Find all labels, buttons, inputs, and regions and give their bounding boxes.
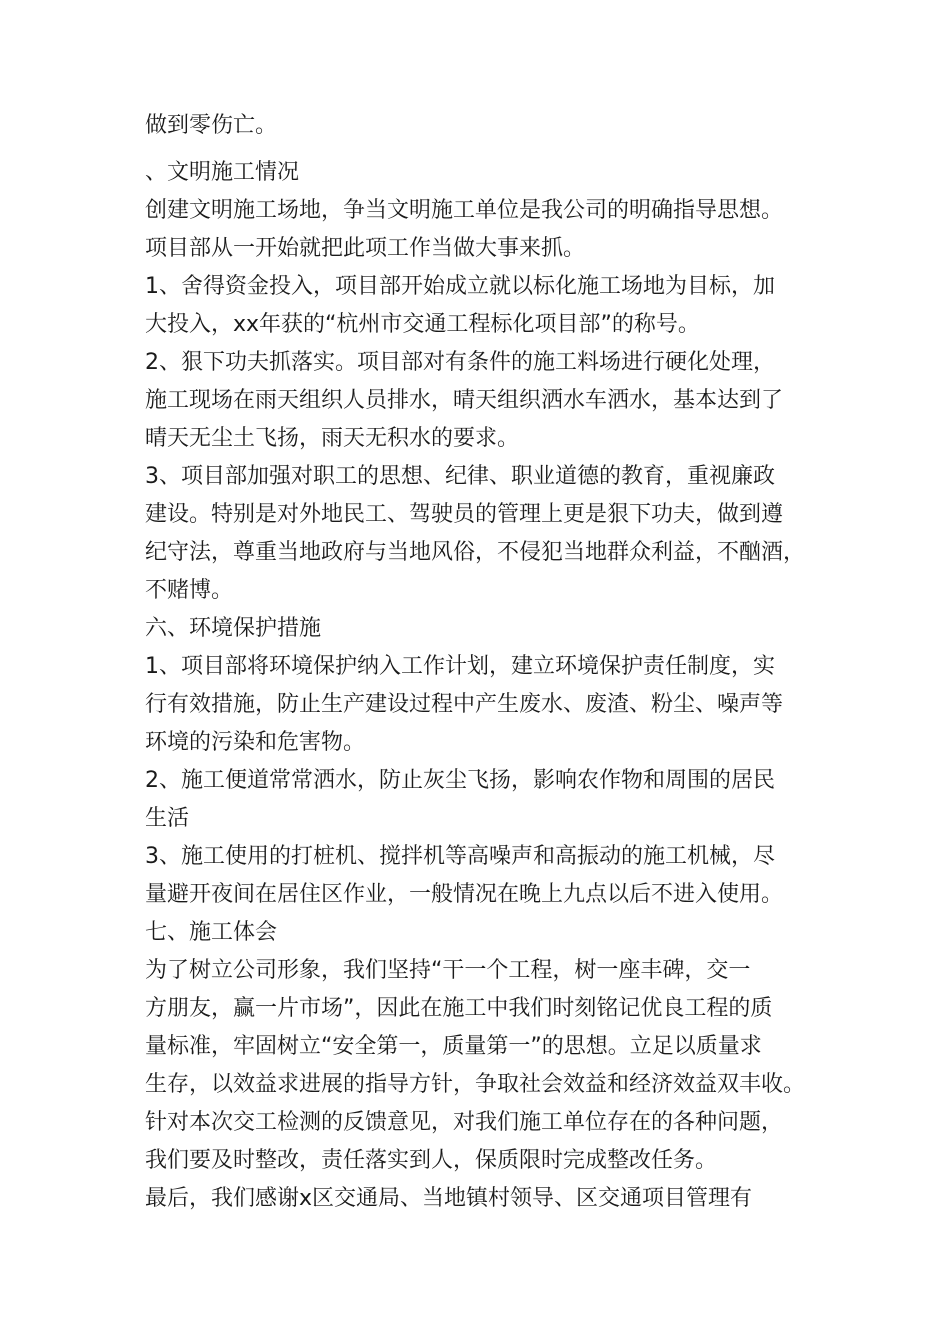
text-line: 行有效措施，防止生产建设过程中产生废水、废渣、粉尘、噪声等: [145, 692, 784, 717]
text-line: 生活: [145, 806, 190, 831]
text-line: 最后，我们感谢x区交通局、当地镇村领导、区交通项目管理有: [145, 1186, 753, 1211]
text-line: 施工现场在雨天组织人员排水，晴天组织洒水车洒水，基本达到了: [145, 388, 784, 413]
text-line: 2、施工便道常常洒水，防止灰尘飞扬，影响农作物和周围的居民: [145, 768, 775, 793]
text-line: 纪守法，尊重当地政府与当地风俗，不侵犯当地群众利益，不酗酒，: [145, 540, 806, 565]
text-line: 创建文明施工场地，争当文明施工单位是我公司的明确指导思想。: [145, 198, 784, 223]
text-line: 大投入，xx年获的“杭州市交通工程标化项目部”的称号。: [145, 312, 700, 337]
text-line: 我们要及时整改，责任落实到人，保质限时完成整改任务。: [145, 1148, 718, 1173]
text-line: 做到零伤亡。: [145, 113, 278, 138]
text-line: 建设。特别是对外地民工、驾驶员的管理上更是狠下功夫，做到遵: [145, 502, 784, 527]
text-line: 方朋友，赢一片市场”，因此在施工中我们时刻铭记优良工程的质: [145, 996, 773, 1021]
text-line: 环境的污染和危害物。: [145, 730, 366, 755]
text-line: 项目部从一开始就把此项工作当做大事来抓。: [145, 236, 586, 261]
text-line: 晴天无尘土飞扬，雨天无积水的要求。: [145, 426, 520, 451]
text-line: 1、项目部将环境保护纳入工作计划，建立环境保护责任制度，实: [145, 654, 775, 679]
text-line: 生存，以效益求进展的指导方针，争取社会效益和经济效益双丰收。: [145, 1072, 806, 1097]
text-line: 3、项目部加强对职工的思想、纪律、职业道德的教育，重视廉政: [145, 464, 775, 489]
section-heading: 、文明施工情况: [145, 160, 300, 185]
text-line: 为了树立公司形象，我们坚持“干一个工程，树一座丰碑，交一: [145, 958, 751, 983]
text-line: 量避开夜间在居住区作业，一般情况在晚上九点以后不进入使用。: [145, 882, 784, 907]
text-line: 针对本次交工检测的反馈意见，对我们施工单位存在的各种问题，: [145, 1110, 784, 1135]
text-line: 1、舍得资金投入，项目部开始成立就以标化施工场地为目标，加: [145, 274, 775, 299]
section-heading: 七、施工体会: [145, 920, 278, 945]
text-line: 量标准，牢固树立“安全第一，质量第一”的思想。立足以质量求: [145, 1034, 762, 1059]
text-line: 不赌博。: [145, 578, 234, 603]
text-line: 3、施工使用的打桩机、搅拌机等高噪声和高振动的施工机械，尽: [145, 844, 775, 869]
section-heading: 六、环境保护措施: [145, 616, 322, 641]
text-line: 2、狠下功夫抓落实。项目部对有条件的施工料场进行硬化处理，: [145, 350, 775, 375]
